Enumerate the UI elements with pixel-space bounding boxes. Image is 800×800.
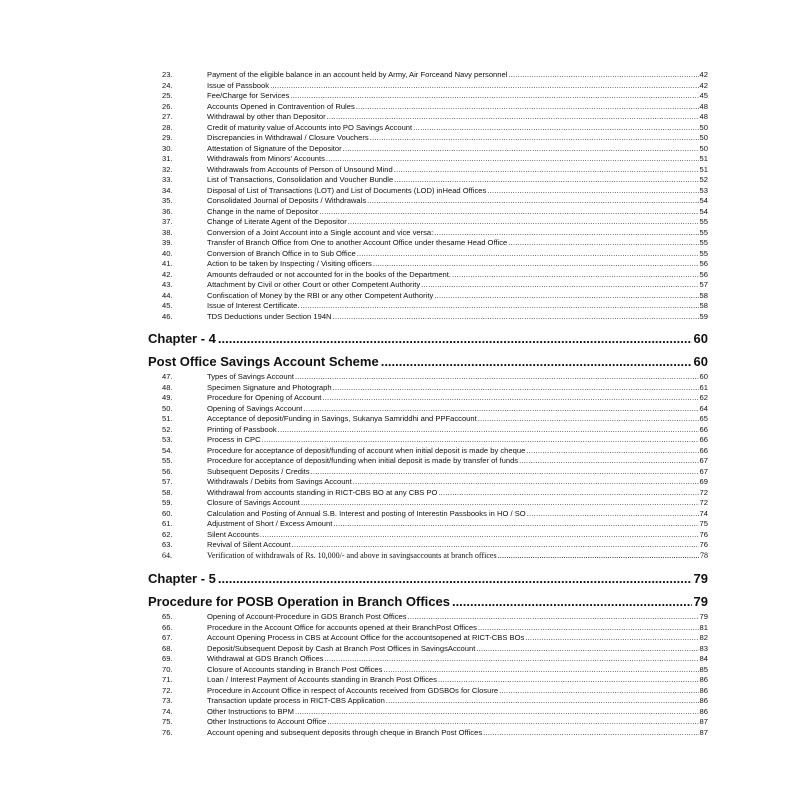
toc-entry-title: Procedure for acceptance of deposit/funding of account when initial deposit is made by cheque — [207, 445, 526, 455]
dot-leader — [295, 372, 699, 383]
toc-entry — [148, 154, 708, 165]
toc-entry — [148, 530, 708, 541]
toc-entry-page: 45 — [699, 91, 708, 100]
toc-entry-page: 87 — [699, 727, 708, 737]
toc-entry-page: 67 — [699, 456, 708, 465]
toc-entry — [148, 165, 708, 176]
toc-entry-page: 69 — [699, 477, 708, 486]
dot-leader — [434, 228, 698, 239]
toc-entry-number: 58. — [162, 487, 173, 497]
toc-entry-page: 76 — [699, 540, 708, 549]
toc-entry-title: Procedure in the Account Office for accounts opened at their BranchPost Offices — [207, 622, 477, 632]
toc-section-chapter-4-entries — [148, 372, 708, 561]
toc-entry-number: 55. — [162, 456, 173, 465]
chapter-4-title: Chapter - 4 — [148, 331, 216, 346]
toc-entry — [148, 467, 708, 478]
toc-entry — [148, 686, 708, 697]
toc-entry-page: 61 — [699, 382, 708, 392]
toc-entry-number: 40. — [162, 248, 173, 258]
toc-entry-page: 72 — [699, 487, 708, 497]
toc-entry-title: Credit of maturity value of Accounts into PO Savings Account — [207, 122, 413, 132]
toc-entry-number: 65. — [162, 612, 173, 621]
dot-leader — [498, 551, 699, 562]
toc-entry — [148, 728, 708, 739]
toc-entry-number: 35. — [162, 196, 173, 205]
toc-entry-page: 58 — [699, 290, 708, 300]
toc-entry-number: 38. — [162, 227, 173, 237]
dot-leader — [300, 301, 698, 312]
toc-entry — [148, 372, 708, 383]
toc-entry-page: 50 — [699, 133, 708, 142]
toc-entry-title: Silent Accounts — [207, 529, 259, 539]
toc-entry-title: Opening of Savings Account — [207, 403, 303, 413]
dot-leader — [357, 249, 699, 260]
toc-entry-number: 53. — [162, 435, 173, 444]
toc-entry-title: Acceptance of deposit/Funding in Savings, Sukanya Samriddhi and PPFaccount — [207, 414, 477, 423]
toc-entry-number: 57. — [162, 477, 173, 486]
toc-entry-title: Verification of withdrawals of Rs. 10,000/- and above in savingsaccounts at branch offices — [207, 550, 497, 560]
toc-entry-number: 31. — [162, 154, 173, 163]
dot-leader — [333, 312, 699, 323]
toc-entry-number: 68. — [162, 643, 173, 653]
dot-leader — [421, 280, 698, 291]
toc-entry — [148, 456, 708, 467]
toc-entry-number: 34. — [162, 185, 173, 195]
toc-entry-number: 47. — [162, 372, 173, 381]
toc-entry — [148, 633, 708, 644]
toc-entry-page: 78 — [700, 550, 708, 560]
toc-entry — [148, 249, 708, 260]
toc-entry-title: TDS Deductions under Section 194N — [207, 311, 332, 321]
toc-entry-page: 86 — [699, 675, 708, 684]
toc-entry-page: 55 — [699, 248, 708, 258]
toc-entry — [148, 259, 708, 270]
toc-entry-page: 54 — [699, 196, 708, 205]
toc-entry-number: 51. — [162, 414, 173, 423]
table-of-contents — [148, 70, 708, 738]
toc-entry — [148, 393, 708, 404]
dot-leader — [370, 133, 699, 144]
toc-entry-title: Attestation of Signature of the Depositor — [207, 143, 342, 153]
dot-leader — [381, 352, 692, 372]
toc-entry-number: 61. — [162, 519, 173, 528]
toc-entry-page: 55 — [699, 227, 708, 237]
toc-entry-page: 50 — [699, 143, 708, 153]
toc-entry — [148, 612, 708, 623]
toc-entry — [148, 196, 708, 207]
dot-leader — [408, 612, 699, 623]
toc-entry — [148, 81, 708, 92]
toc-entry-title: Change of Literate Agent of the Depositor — [207, 217, 347, 226]
dot-leader — [413, 123, 698, 134]
toc-entry-number: 48. — [162, 382, 173, 392]
toc-entry — [148, 133, 708, 144]
toc-entry-number: 52. — [162, 424, 173, 434]
chapter-5-heading-page: 79 — [693, 594, 708, 609]
toc-entry-page: 55 — [699, 217, 708, 226]
toc-entry-number: 24. — [162, 80, 173, 90]
dot-leader — [218, 569, 692, 589]
toc-entry-number: 46. — [162, 311, 173, 321]
dot-leader — [324, 654, 698, 665]
dot-leader — [356, 102, 699, 113]
toc-entry-page: 56 — [699, 269, 708, 279]
toc-entry — [148, 280, 708, 291]
toc-entry — [148, 301, 708, 312]
dot-leader — [373, 259, 699, 270]
dot-leader — [322, 393, 698, 404]
toc-entry-page: 74 — [699, 508, 708, 518]
dot-leader — [319, 207, 698, 218]
dot-leader — [478, 414, 699, 425]
toc-entry-page: 84 — [699, 654, 708, 663]
toc-entry-page: 54 — [699, 206, 708, 216]
toc-entry-page: 64 — [699, 403, 708, 413]
toc-entry — [148, 144, 708, 155]
toc-entry — [148, 70, 708, 81]
toc-entry-title: Disposal of List of Transactions (LOT) and List of Documents (LOD) inHead Offices — [207, 185, 487, 195]
toc-entry-page: 59 — [699, 311, 708, 321]
toc-entry-number: 28. — [162, 122, 173, 132]
toc-entry-number: 64. — [162, 550, 172, 560]
toc-section-chapter-5-entries — [148, 612, 708, 738]
toc-entry-title: Procedure for Opening of Account — [207, 393, 322, 402]
toc-entry-title: Calculation and Posting of Annual S.B. Interest and posting of Interestin Passbooks in HO / SO — [207, 508, 526, 518]
toc-entry-page: 65 — [699, 414, 708, 423]
toc-entry-page: 53 — [699, 185, 708, 195]
toc-entry-page: 79 — [699, 612, 708, 621]
toc-entry-title: Fee/Charge for Services — [207, 91, 290, 100]
dot-leader — [438, 675, 699, 686]
toc-entry — [148, 519, 708, 530]
dot-leader — [327, 112, 699, 123]
toc-entry-page: 85 — [699, 664, 708, 674]
dot-leader — [367, 196, 698, 207]
dot-leader — [262, 435, 699, 446]
chapter-4-title-line — [148, 329, 708, 349]
dot-leader — [499, 686, 698, 697]
toc-entry-page: 57 — [699, 280, 708, 289]
toc-entry-title: Other Instructions to Account Office — [207, 717, 327, 726]
dot-leader — [452, 270, 699, 281]
toc-entry — [148, 175, 708, 186]
toc-entry-title: Revival of Silent Account — [207, 540, 291, 549]
toc-entry-title: List of Transactions, Consolidation and Voucher Bundle — [207, 175, 394, 184]
toc-entry — [148, 91, 708, 102]
toc-entry-page: 62 — [699, 393, 708, 402]
toc-entry — [148, 228, 708, 239]
toc-entry-title: Change in the name of Depositor — [207, 206, 319, 216]
toc-entry-page: 72 — [699, 498, 708, 507]
toc-entry — [148, 696, 708, 707]
toc-entry-number: 29. — [162, 133, 173, 142]
toc-entry-title: Subsequent Deposits / Credits — [207, 466, 310, 476]
toc-entry-title: Attachment by Civil or other Court or other Competent Authority — [207, 280, 421, 289]
toc-entry-number: 45. — [162, 301, 173, 310]
chapter-5-heading-line — [148, 592, 708, 612]
toc-entry-page: 56 — [699, 259, 708, 268]
chapter-5-title: Chapter - 5 — [148, 571, 216, 586]
toc-entry-number: 70. — [162, 664, 173, 674]
dot-leader — [303, 404, 698, 415]
toc-entry-number: 50. — [162, 403, 173, 413]
toc-entry-number: 56. — [162, 466, 173, 476]
toc-entry — [148, 414, 708, 425]
toc-entry-number: 63. — [162, 540, 173, 549]
toc-entry-title: Consolidated Journal of Deposits / Withdrawals — [207, 196, 367, 205]
dot-leader — [343, 144, 699, 155]
toc-entry-title: Deposit/Subsequent Deposit by Cash at Branch Post Offices in SavingsAccount — [207, 643, 476, 653]
dot-leader — [290, 91, 698, 102]
chapter-5-page: 79 — [693, 571, 708, 586]
dot-leader — [278, 425, 699, 436]
toc-entry-title: Withdrawal at GDS Branch Offices — [207, 654, 324, 663]
dot-leader — [508, 238, 698, 249]
dot-leader — [353, 477, 699, 488]
toc-entry-title: Closure of Savings Account — [207, 498, 300, 507]
toc-entry-number: 33. — [162, 175, 173, 184]
toc-entry-number: 76. — [162, 727, 173, 737]
dot-leader — [333, 383, 699, 394]
toc-entry-number: 62. — [162, 529, 173, 539]
dot-leader — [383, 665, 698, 676]
dot-leader — [260, 530, 699, 541]
toc-entry-page: 66 — [699, 424, 708, 434]
toc-entry-number: 39. — [162, 238, 173, 247]
dot-leader — [394, 165, 699, 176]
toc-entry-title: Account opening and subsequent deposits through cheque in Branch Post Offices — [207, 727, 483, 737]
toc-entry — [148, 425, 708, 436]
toc-entry-number: 75. — [162, 717, 173, 726]
toc-entry-title: Account Opening Process in CBS at Account Office for the accountsopened at RICT-CBS BOs — [207, 633, 525, 642]
toc-entry-page: 83 — [699, 643, 708, 653]
toc-entry-page: 60 — [699, 372, 708, 381]
toc-entry-title: Process in CPC — [207, 435, 261, 444]
toc-entry-page: 50 — [699, 122, 708, 132]
toc-entry-title: Transaction update process in RICT-CBS Application — [207, 696, 385, 705]
toc-entry-title: Withdrawals from Minors' Accounts — [207, 154, 325, 163]
toc-entry-title: Conversion of a Joint Account into a Single account and vice versa: — [207, 227, 434, 237]
dot-leader — [434, 291, 698, 302]
toc-entry-page: 86 — [699, 685, 708, 695]
toc-entry-number: 43. — [162, 280, 173, 289]
chapter-4-page: 60 — [693, 331, 708, 346]
dot-leader — [438, 488, 698, 499]
toc-entry — [148, 488, 708, 499]
toc-entry-title: Withdrawal by other than Depositor — [207, 112, 326, 121]
toc-entry — [148, 217, 708, 228]
toc-entry-number: 41. — [162, 259, 173, 268]
toc-entry-number: 74. — [162, 706, 173, 716]
toc-entry-number: 23. — [162, 70, 173, 79]
dot-leader — [527, 509, 699, 520]
toc-section-chapter-3-entries — [148, 70, 708, 322]
toc-entry-title: Other Instructions to BPM — [207, 706, 294, 716]
toc-entry-page: 66 — [699, 445, 708, 455]
toc-entry-page: 86 — [699, 706, 708, 716]
toc-entry-page: 51 — [699, 154, 708, 163]
dot-leader — [452, 592, 692, 612]
toc-entry-page: 42 — [699, 80, 708, 90]
toc-entry — [148, 207, 708, 218]
toc-entry-title: Procedure for acceptance of deposit/funding when initial deposit is made by transfer of funds — [207, 456, 519, 465]
toc-entry-page: 82 — [699, 633, 708, 642]
toc-entry-page: 75 — [699, 519, 708, 528]
toc-entry-number: 72. — [162, 685, 173, 695]
toc-entry-page: 55 — [699, 238, 708, 247]
dot-leader — [218, 329, 692, 349]
toc-entry-page: 51 — [699, 164, 708, 174]
dot-leader — [508, 70, 698, 81]
toc-entry-title: Action to be taken by Inspecting / Visiting officers — [207, 259, 372, 268]
toc-entry-number: 32. — [162, 164, 173, 174]
toc-entry-title: Printing of Passbook — [207, 424, 277, 434]
toc-entry — [148, 404, 708, 415]
toc-entry-number: 49. — [162, 393, 173, 402]
toc-entry — [148, 707, 708, 718]
dot-leader — [483, 728, 698, 739]
toc-entry-number: 25. — [162, 91, 173, 100]
toc-entry-number: 30. — [162, 143, 173, 153]
dot-leader — [270, 81, 698, 92]
toc-entry-title: Issue of Passbook — [207, 80, 270, 90]
toc-entry-number: 71. — [162, 675, 173, 684]
chapter-5-heading: Procedure for POSB Operation in Branch Offices — [148, 594, 450, 609]
toc-entry-title: Procedure in Account Office in respect of Accounts received from GDSBOs for Closure — [207, 685, 499, 695]
toc-entry — [148, 186, 708, 197]
toc-entry-title: Closure of Accounts standing in Branch Post Offices — [207, 664, 383, 674]
toc-entry-page: 52 — [699, 175, 708, 184]
toc-entry-number: 44. — [162, 290, 173, 300]
toc-entry-page: 58 — [699, 301, 708, 310]
dot-leader — [327, 717, 698, 728]
toc-entry — [148, 498, 708, 509]
toc-entry — [148, 717, 708, 728]
dot-leader — [326, 154, 699, 165]
dot-leader — [478, 623, 699, 634]
toc-entry-page: 87 — [699, 717, 708, 726]
toc-entry — [148, 644, 708, 655]
toc-entry-title: Accounts Opened in Contravention of Rules — [207, 101, 355, 111]
toc-entry — [148, 238, 708, 249]
toc-entry — [148, 383, 708, 394]
toc-entry-page: 67 — [699, 466, 708, 476]
toc-entry-number: 36. — [162, 206, 173, 216]
dot-leader — [394, 175, 698, 186]
toc-entry-number: 69. — [162, 654, 173, 663]
toc-entry-page: 86 — [699, 696, 708, 705]
toc-entry — [148, 665, 708, 676]
toc-entry-number: 59. — [162, 498, 173, 507]
chapter-4-heading-page: 60 — [693, 354, 708, 369]
toc-entry — [148, 291, 708, 302]
toc-entry-number: 66. — [162, 622, 173, 632]
toc-entry — [148, 654, 708, 665]
dot-leader — [386, 696, 699, 707]
toc-entry-title: Specimen Signature and Photograph — [207, 382, 332, 392]
toc-entry-title: Types of Savings Account — [207, 372, 294, 381]
toc-entry — [148, 446, 708, 457]
toc-entry-title: Conversion of Branch Office in to Sub Office — [207, 248, 356, 258]
dot-leader — [292, 540, 699, 551]
chapter-4-heading-line — [148, 352, 708, 372]
toc-entry — [148, 675, 708, 686]
toc-entry-number: 37. — [162, 217, 173, 226]
toc-entry-number: 27. — [162, 112, 173, 121]
toc-entry-title: Amounts defrauded or not accounted for in the books of the Department. — [207, 269, 451, 279]
toc-entry-page: 48 — [699, 112, 708, 121]
toc-entry — [148, 102, 708, 113]
toc-entry — [148, 477, 708, 488]
toc-entry — [148, 540, 708, 551]
dot-leader — [476, 644, 698, 655]
dot-leader — [525, 633, 698, 644]
toc-entry-page: 81 — [699, 622, 708, 632]
toc-entry-title: Confiscation of Money by the RBI or any other Competent Authority — [207, 290, 434, 300]
toc-entry-title: Withdrawal from accounts standing in RICT-CBS BO at any CBS PO — [207, 487, 438, 497]
toc-entry-title: Opening of Account-Procedure in GDS Branch Post Offices — [207, 612, 407, 621]
dot-leader — [526, 446, 698, 457]
toc-entry-number: 73. — [162, 696, 173, 705]
toc-entry — [148, 509, 708, 520]
toc-entry-title: Adjustment of Short / Excess Amount — [207, 519, 333, 528]
toc-entry-title: Discrepancies in Withdrawal / Closure Vouchers — [207, 133, 369, 142]
dot-leader — [295, 707, 699, 718]
toc-entry-number: 42. — [162, 269, 173, 279]
toc-entry-title: Transfer of Branch Office from One to another Account Office under thesame Head Office — [207, 238, 508, 247]
toc-entry — [148, 270, 708, 281]
toc-entry-title: Withdrawals from Accounts of Person of Unsound Mind — [207, 164, 393, 174]
toc-entry-title: Payment of the eligible balance in an account held by Army, Air Forceand Navy personnel — [207, 70, 508, 79]
chapter-4-heading: Post Office Savings Account Scheme — [148, 354, 379, 369]
dot-leader — [348, 217, 699, 228]
dot-leader — [311, 467, 699, 478]
toc-entry — [148, 623, 708, 634]
toc-entry-page: 48 — [699, 101, 708, 111]
dot-leader — [333, 519, 698, 530]
toc-entry-number: 54. — [162, 445, 173, 455]
toc-entry-title: Loan / Interest Payment of Accounts standing in Branch Post Offices — [207, 675, 437, 684]
toc-entry — [148, 435, 708, 446]
dot-leader — [487, 186, 698, 197]
toc-entry — [148, 123, 708, 134]
dot-leader — [519, 456, 698, 467]
dot-leader — [301, 498, 699, 509]
chapter-5-title-line — [148, 569, 708, 589]
toc-entry-number: 67. — [162, 633, 173, 642]
toc-entry-number: 60. — [162, 508, 173, 518]
toc-entry-number: 26. — [162, 101, 173, 111]
toc-entry-title: Issue of Interest Certificate. — [207, 301, 300, 310]
toc-entry — [148, 551, 708, 562]
toc-entry-page: 76 — [699, 529, 708, 539]
toc-entry-page: 42 — [699, 70, 708, 79]
toc-entry-page: 66 — [699, 435, 708, 444]
toc-entry — [148, 312, 708, 323]
toc-entry-title: Withdrawals / Debits from Savings Account — [207, 477, 352, 486]
toc-entry — [148, 112, 708, 123]
